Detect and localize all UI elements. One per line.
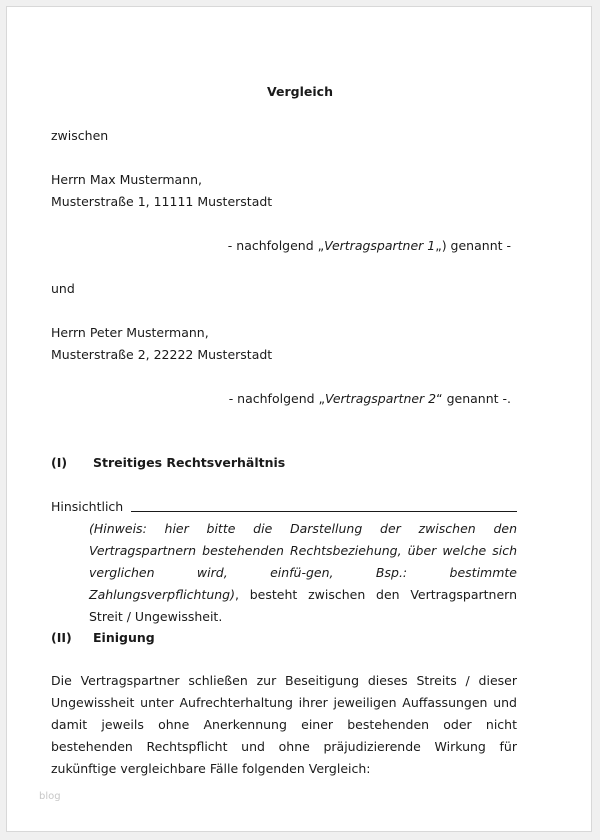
party1-designation-prefix: - nachfolgend „ (227, 238, 325, 253)
party2-designation-suffix: “ genannt -. (436, 391, 511, 406)
section1-heading: Streitiges Rechtsverhältnis (93, 455, 286, 470)
section1-hint: (Hinweis: hier bitte die Darstellung der zwischen den Vertragspartnern bestehenden Rechtsbeziehung, über welche sich verglichen wird, einfü-gen, Bsp.: bestimmte Zahlungsverpflichtung) (89, 521, 517, 602)
between-label: zwischen (51, 128, 109, 143)
document-page (6, 6, 592, 832)
section1-lead: Hinsichtlich (51, 499, 124, 514)
party2-designation-prefix: - nachfolgend „ (228, 391, 326, 406)
and-label: und (51, 281, 75, 296)
fill-in-line (131, 511, 517, 512)
party2-designation (51, 388, 511, 410)
party1-designation-suffix: „) genannt - (435, 238, 511, 253)
section2-heading: Einigung (93, 630, 155, 645)
section1-number: (I) (51, 455, 68, 470)
section1-hint-paragraph (89, 518, 517, 628)
section2-number: (II) (51, 630, 72, 645)
watermark: blog (39, 791, 61, 802)
party2-designation-role: Vertragspartner 2 (325, 391, 437, 406)
section2-body: Die Vertragspartner schließen zur Beseitigung dieses Streits / dieser Ungewissheit unter Aufrechterhaltung ihrer jeweiligen Auffassungen und damit jeweils ohne Anerkennung einer bestehenden oder nicht bestehenden Rechtspflicht und ohne präjudizierende Wirkung für zukünftige vergleichbare Fälle folgenden Vergleich: (51, 673, 517, 776)
party1-designation-role: Vertragspartner 1 (324, 238, 436, 253)
section1-hint-tail: , besteht zwischen den Vertragspartnern Streit / Ungewissheit. (89, 587, 517, 624)
document-title: Vergleich (267, 84, 333, 99)
party1-name: Herrn Max Mustermann, (51, 172, 203, 187)
party1-address: Musterstraße 1, 11111 Musterstadt (51, 194, 273, 209)
party2-address: Musterstraße 2, 22222 Musterstadt (51, 347, 273, 362)
party2-name: Herrn Peter Mustermann, (51, 325, 209, 340)
party1-designation (51, 235, 511, 257)
